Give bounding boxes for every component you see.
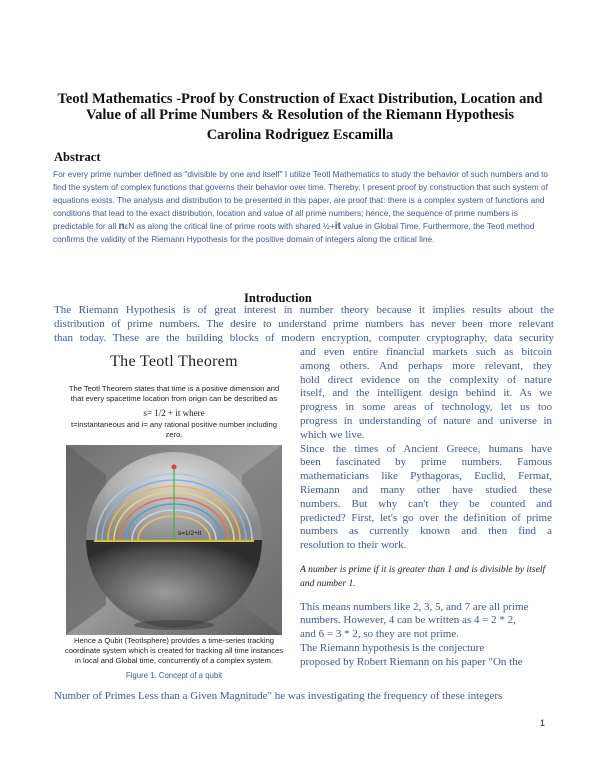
introduction-full-width-text <box>54 304 554 345</box>
intro-last-line: Number of Primes Less than a Given Magnitude" he was investigating the frequency of these integers <box>54 690 503 702</box>
qubit-sphere-illustration <box>66 445 282 635</box>
intro-col-line: itself, and the intelligent design behind it. As we <box>300 387 552 400</box>
intro-col-line: hold direct evidence on the complexity of nature <box>300 373 552 386</box>
intro-col2-line: numbers as currently known and then find a <box>300 525 552 538</box>
figure-title: The Teotl Theorem <box>110 353 238 370</box>
inner-equation-label: s=1/2+it <box>178 530 202 537</box>
prime-definition-line: and number 1. <box>300 577 356 589</box>
n-symbol: n <box>118 221 125 233</box>
paper-author: Carolina Rodriguez Escamilla <box>206 127 394 143</box>
introduction-heading: Introduction <box>244 291 312 305</box>
intro-col3-line: and 6 = 3 * 2, so they are not prime. <box>300 628 459 641</box>
prime-definition-line: A number is prime if it is greater than 1 and is divisible by itself <box>300 563 546 575</box>
intro-col-line: and even entire financial markets such as bitcoin <box>300 346 552 358</box>
intro-col2-line: numbers. But why can't they be counted and <box>300 497 552 510</box>
intro-col-line: progress in some areas of technology, let us too <box>300 401 552 414</box>
intro-col-line: which we live. <box>300 428 365 441</box>
figure-statement: The Teotl Theorem states that time is a positive dimension and that every spacetime location from origin can be described as <box>68 384 280 404</box>
abstract-part-3: value in Global Time. Furthermore, the Teotl method confirms the validity of the Riemann Hypothesis for the positive domain of integers along the critical line. <box>53 221 535 245</box>
figure-teotl-theorem <box>58 353 290 683</box>
figure-description: t=instantaneous and i= any rational positive number including zero. <box>70 420 277 439</box>
introduction-right-column <box>300 346 552 670</box>
abstract-text <box>53 168 553 247</box>
intro-col2-line: Since the times of Ancient Greece, humans have <box>300 442 552 455</box>
intro-col3-line: This means numbers like 2, 3, 5, and 7 are all prime <box>300 600 529 613</box>
pole-marker <box>172 465 177 470</box>
it-symbol: it <box>334 221 341 233</box>
intro-col-line: among others. And perhaps more relevant, they <box>300 359 552 372</box>
figure-equation: s= 1/2 + it where <box>143 408 205 418</box>
intro-col3-line: The Riemann hypothesis is the conjecture <box>300 641 485 654</box>
intro-line: distribution of prime numbers. The desire to understand prime numbers has never been more relevant <box>54 317 554 330</box>
intro-col3-line: numbers. However, 4 can be written as 4 = 2 * 2, <box>300 614 516 627</box>
intro-line: than today. These are the building blocks of modern encryption, computer cryptography, data security <box>54 331 554 344</box>
spacer <box>300 553 552 563</box>
sphere-shadow <box>134 620 214 630</box>
intro-col2-line: predicted? First, let's go over the definition of prime <box>300 511 552 524</box>
intro-col3-line: proposed by Robert Riemann on his paper "On the <box>300 655 523 668</box>
abstract-part-2: εΝ as along the critical line of prime roots with shared ½+ <box>124 221 335 232</box>
intro-col2-line: resolution to their work. <box>300 539 407 552</box>
paper-title: Teotl Mathematics -Proof by Construction of Exact Distribution, Location and Value of all Prime Numbers & Resolution of the Riemann Hypothesis <box>57 91 543 123</box>
figure-caption: Hence a Qubit (Teotlsphere) provides a time-series tracking coordinate system which is created for tracking all time instances in local and Global time, concurrently of a complex system. <box>64 636 284 665</box>
intro-line: The Riemann Hypothesis is of great interest in number theory because it implies results about the <box>54 304 554 316</box>
figure-label: Figure 1. Concept of a qubit <box>125 671 223 680</box>
abstract-part-1: For every prime number defined as "divisible by one and itself" I utilize Teotl Mathematics to study the behavior of such numbers and to find the system of complex functions that governs their behavior over time. Thereby, I present proof by construction that such system of equations exists. The analysis and distribution to be presented in this paper, are proof that: there is a complex system of functions and conditions that lead to the exact distribution, location and value of all prime numbers; hence, the sequence of prime numbers is predictable for all <box>53 169 549 232</box>
intro-col2-line: Riemann and many other have studied these <box>300 483 552 496</box>
intro-col2-line: mathematicians like Pythagoras, Euclid, Fermat, <box>300 470 552 483</box>
intro-col-line: progress in understanding of nature and universe in <box>300 414 552 427</box>
spacer <box>300 591 552 601</box>
page-number: 1 <box>540 718 546 728</box>
intro-col2-line: been fascinated by prime numbers. Famous <box>300 456 552 469</box>
abstract-heading: Abstract <box>54 150 101 164</box>
